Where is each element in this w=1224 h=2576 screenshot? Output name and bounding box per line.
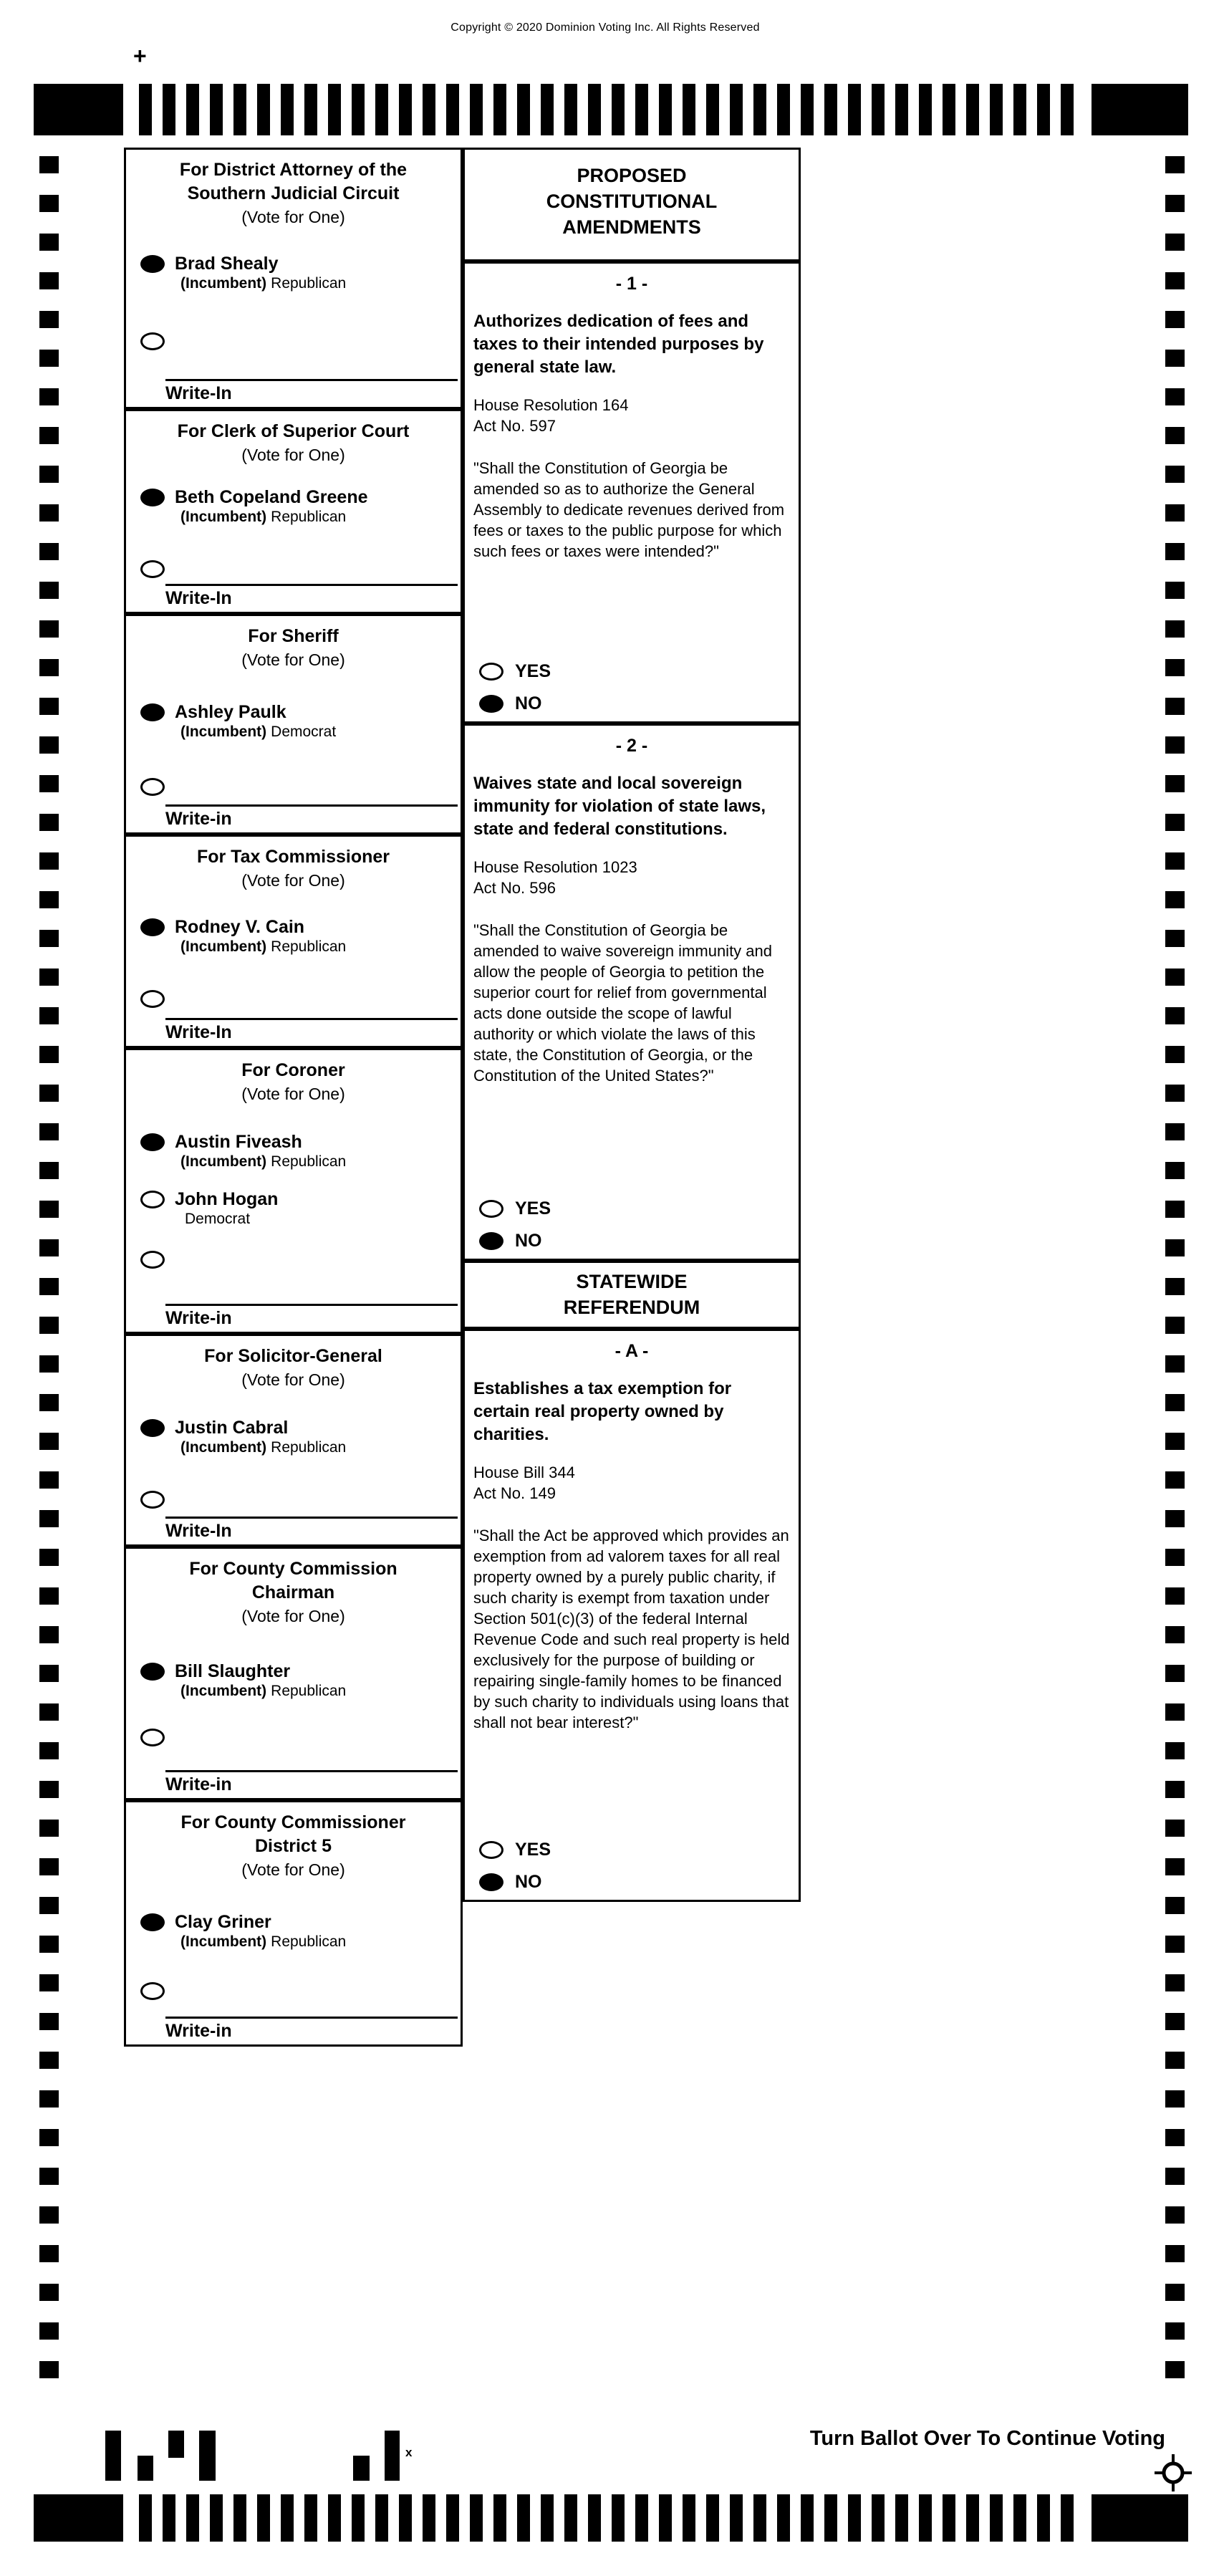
candidate-row [140, 916, 461, 956]
candidate-name: John Hogan [175, 1189, 279, 1209]
write-in-area [165, 804, 458, 830]
ballot-oval[interactable] [479, 1200, 503, 1218]
incumbent-label: (Incumbent) [180, 1683, 267, 1699]
party-label: Democrat [185, 1211, 251, 1227]
contest-tax-commissioner [124, 835, 463, 1048]
ballot-oval[interactable] [140, 990, 165, 1008]
candidate-party [180, 1438, 346, 1457]
ballot-oval[interactable] [140, 255, 165, 273]
copyright-text: Copyright © 2020 Dominion Voting Inc. All Rights Reserved [450, 21, 760, 34]
ballot-oval[interactable] [479, 1841, 503, 1859]
empty-option-row [140, 776, 461, 796]
party-label: Republican [271, 938, 347, 955]
measure-question: "Shall the Constitution of Georgia be amended to waive sovereign immunity and allow the people of Georgia to petition the superior court for relief from governmental acts done outside the scope of lawful authority or which violate the laws of this state, the Constitution of Georgia, or the Constitution of the United States?" [473, 921, 773, 1085]
crosshair-registration-icon [1153, 2453, 1193, 2493]
candidate-name: Brad Shealy [175, 254, 279, 274]
timing-bars-top [139, 84, 1076, 135]
write-in-label: Write-In [165, 383, 232, 403]
ballot-oval[interactable] [140, 1729, 165, 1746]
no-choice-row [479, 1231, 551, 1251]
barcode-end-glyph: x [405, 2446, 413, 2459]
contest-title: For Tax Commissioner [196, 847, 390, 867]
candidate-row [140, 701, 461, 741]
referendum-header-box [463, 1261, 801, 1329]
timing-block-top-left [34, 84, 123, 135]
contest-title: For County Commission Chairman [189, 1559, 397, 1602]
timing-marks-bottom [0, 2494, 1224, 2542]
candidate-row [140, 1131, 461, 1171]
vote-for-instruction: (Vote for One) [241, 1085, 345, 1103]
ballot-oval[interactable] [140, 1982, 165, 2000]
ballot-oval[interactable] [140, 1133, 165, 1151]
empty-option-row [140, 988, 461, 1008]
measure-summary: Establishes a tax exemption for certain real property owned by charities. [473, 1379, 732, 1444]
candidate-party [180, 723, 336, 741]
measure-number: - 2 - [615, 736, 648, 756]
ballot-oval[interactable] [140, 560, 165, 578]
ballot-oval[interactable] [479, 1873, 503, 1891]
candidate-name: Rodney V. Cain [175, 917, 305, 937]
ballot-oval[interactable] [479, 663, 503, 681]
ballot-oval[interactable] [479, 695, 503, 713]
empty-option-row [140, 1489, 461, 1509]
timing-block-bottom-right [1092, 2494, 1188, 2542]
contest-title: For Solicitor-General [204, 1346, 382, 1366]
ballot-oval[interactable] [140, 1251, 165, 1269]
measure-reference: House Resolution 1023 Act No. 596 [473, 858, 637, 897]
timing-block-bottom-left [34, 2494, 123, 2542]
yes-no-choices [479, 1828, 551, 1893]
empty-option-row [140, 330, 461, 350]
candidate-row [140, 253, 461, 293]
measure-reference: House Resolution 164 Act No. 597 [473, 396, 629, 435]
no-label: NO [515, 1231, 542, 1251]
no-label: NO [515, 1872, 542, 1892]
yes-no-choices [479, 1187, 551, 1251]
party-label: Republican [271, 1683, 347, 1699]
referendum-a-box [463, 1329, 801, 1902]
contest-title: For Coroner [241, 1060, 345, 1080]
yes-label: YES [515, 661, 551, 681]
write-in-label: Write-in [165, 1774, 232, 1794]
contest-county-commission-chairman [124, 1547, 463, 1800]
measure-summary: Waives state and local sovereign immunity for violation of state laws, state and federal constitutions. [473, 774, 766, 839]
no-label: NO [515, 693, 542, 713]
incumbent-label: (Incumbent) [180, 1439, 267, 1456]
measure-number: - 1 - [615, 274, 648, 294]
party-label: Republican [271, 1439, 347, 1456]
candidate-party [180, 1210, 278, 1229]
ballot-oval[interactable] [140, 1419, 165, 1437]
empty-option-row [140, 1726, 461, 1746]
vote-for-instruction: (Vote for One) [241, 871, 345, 890]
measure-reference: House Bill 344 Act No. 149 [473, 1464, 575, 1502]
write-in-label: Write-In [165, 1022, 232, 1042]
empty-option-row [140, 1249, 461, 1269]
write-in-label: Write-in [165, 1308, 232, 1328]
contest-title: For District Attorney of the Southern Judicial Circuit [179, 160, 408, 203]
incumbent-label: (Incumbent) [180, 1153, 267, 1170]
candidate-party [180, 1682, 346, 1701]
candidate-row [140, 1911, 461, 1951]
write-in-label: Write-in [165, 2021, 232, 2041]
write-in-area [165, 1304, 458, 1329]
contest-title: For Sheriff [248, 626, 339, 646]
candidate-party [180, 508, 368, 527]
contest-title: For Clerk of Superior Court [177, 421, 410, 441]
yes-label: YES [515, 1840, 551, 1860]
candidate-row [140, 1188, 461, 1229]
write-in-area [165, 379, 458, 404]
contest-clerk-superior-court [124, 409, 463, 614]
candidate-name: Beth Copeland Greene [175, 487, 368, 507]
candidate-name: Bill Slaughter [175, 1661, 291, 1681]
contest-sheriff [124, 614, 463, 835]
write-in-label: Write-In [165, 588, 232, 608]
party-label: Republican [271, 275, 347, 292]
write-in-label: Write-In [165, 1521, 232, 1541]
no-choice-row [479, 693, 551, 714]
measure-summary: Authorizes dedication of fees and taxes to their intended purposes by general state law. [473, 312, 764, 377]
vote-for-instruction: (Vote for One) [241, 1607, 345, 1625]
vote-for-instruction: (Vote for One) [241, 208, 345, 226]
vote-for-instruction: (Vote for One) [241, 1860, 345, 1879]
candidate-row [140, 1661, 461, 1701]
incumbent-label: (Incumbent) [180, 938, 267, 955]
write-in-area [165, 1018, 458, 1043]
ballot-oval[interactable] [140, 332, 165, 350]
write-in-area [165, 2017, 458, 2042]
candidate-name: Ashley Paulk [175, 702, 286, 722]
amendment-2-box [463, 724, 801, 1261]
referendum-header: STATEWIDE REFERENDUM [563, 1271, 700, 1318]
ballot-oval[interactable] [140, 1663, 165, 1681]
candidate-party [180, 1153, 346, 1171]
candidate-row [140, 1417, 461, 1457]
write-in-area [165, 1517, 458, 1542]
write-in-area [165, 584, 458, 609]
turn-ballot-over-notice: Turn Ballot Over To Continue Voting [809, 2427, 1165, 2450]
incumbent-label: (Incumbent) [180, 1933, 267, 1950]
candidate-party [180, 1933, 346, 1951]
yes-no-choices [479, 650, 551, 714]
ballot-oval[interactable] [479, 1232, 503, 1250]
no-choice-row [479, 1872, 551, 1893]
timing-marks-left-column [39, 156, 59, 2384]
contest-county-commissioner-district-5 [124, 1800, 463, 2047]
vote-for-instruction: (Vote for One) [241, 446, 345, 464]
timing-bars-bottom [139, 2494, 1076, 2542]
ballot-oval[interactable] [140, 489, 165, 506]
ballot-oval[interactable] [140, 1913, 165, 1931]
candidate-name: Clay Griner [175, 1912, 271, 1932]
write-in-area [165, 1770, 458, 1795]
yes-choice-row [479, 1840, 551, 1860]
vote-for-instruction: (Vote for One) [241, 1370, 345, 1389]
write-in-label: Write-in [165, 809, 232, 829]
candidate-party [180, 274, 346, 293]
party-label: Democrat [271, 724, 337, 740]
ballot-oval[interactable] [140, 918, 165, 936]
yes-choice-row [479, 1198, 551, 1219]
incumbent-label: (Incumbent) [180, 275, 267, 292]
ballot-oval[interactable] [140, 703, 165, 721]
timing-block-top-right [1092, 84, 1188, 135]
timing-marks-right-column [1165, 156, 1185, 2384]
yes-choice-row [479, 661, 551, 682]
measure-number: - A - [615, 1341, 649, 1361]
amendments-header-box [463, 148, 801, 261]
incumbent-label: (Incumbent) [180, 509, 267, 525]
contest-coroner [124, 1048, 463, 1334]
amendments-header: PROPOSED CONSTITUTIONAL AMENDMENTS [546, 165, 718, 238]
registration-plus-mark: + [133, 43, 147, 69]
contest-district-attorney [124, 148, 463, 409]
vote-for-instruction: (Vote for One) [241, 650, 345, 669]
ballot-oval[interactable] [140, 1191, 165, 1208]
candidate-name: Austin Fiveash [175, 1132, 302, 1152]
amendment-1-box [463, 261, 801, 724]
party-label: Republican [271, 1933, 347, 1950]
ballot-oval[interactable] [140, 778, 165, 796]
candidate-row [140, 486, 461, 527]
party-label: Republican [271, 1153, 347, 1170]
candidate-party [180, 938, 346, 956]
timing-marks-top [0, 84, 1224, 135]
yes-label: YES [515, 1198, 551, 1219]
incumbent-label: (Incumbent) [180, 724, 267, 740]
party-label: Republican [271, 509, 347, 525]
measure-question: "Shall the Constitution of Georgia be amended so as to authorize the General Assembly to dedicate revenues derived from fees or taxes to the public purpose for which such fees or taxes were intended?" [473, 459, 785, 560]
empty-option-row [140, 1980, 461, 2000]
measure-question: "Shall the Act be approved which provides an exemption from ad valorem taxes for all real property owned by a purely public charity, if such charity is exempt from taxation under Section 501(c)(3) of the federal Internal Revenue Code and such real property is held exclusively for the purpose of building or repairing single-family homes to be financed by such charity to individuals using loans that shall not bear interest?" [473, 1527, 790, 1731]
empty-option-row [140, 558, 461, 578]
contest-title: For County Commissioner District 5 [180, 1812, 406, 1856]
contest-solicitor-general [124, 1334, 463, 1547]
candidate-name: Justin Cabral [175, 1418, 289, 1438]
ballot-oval[interactable] [140, 1491, 165, 1509]
